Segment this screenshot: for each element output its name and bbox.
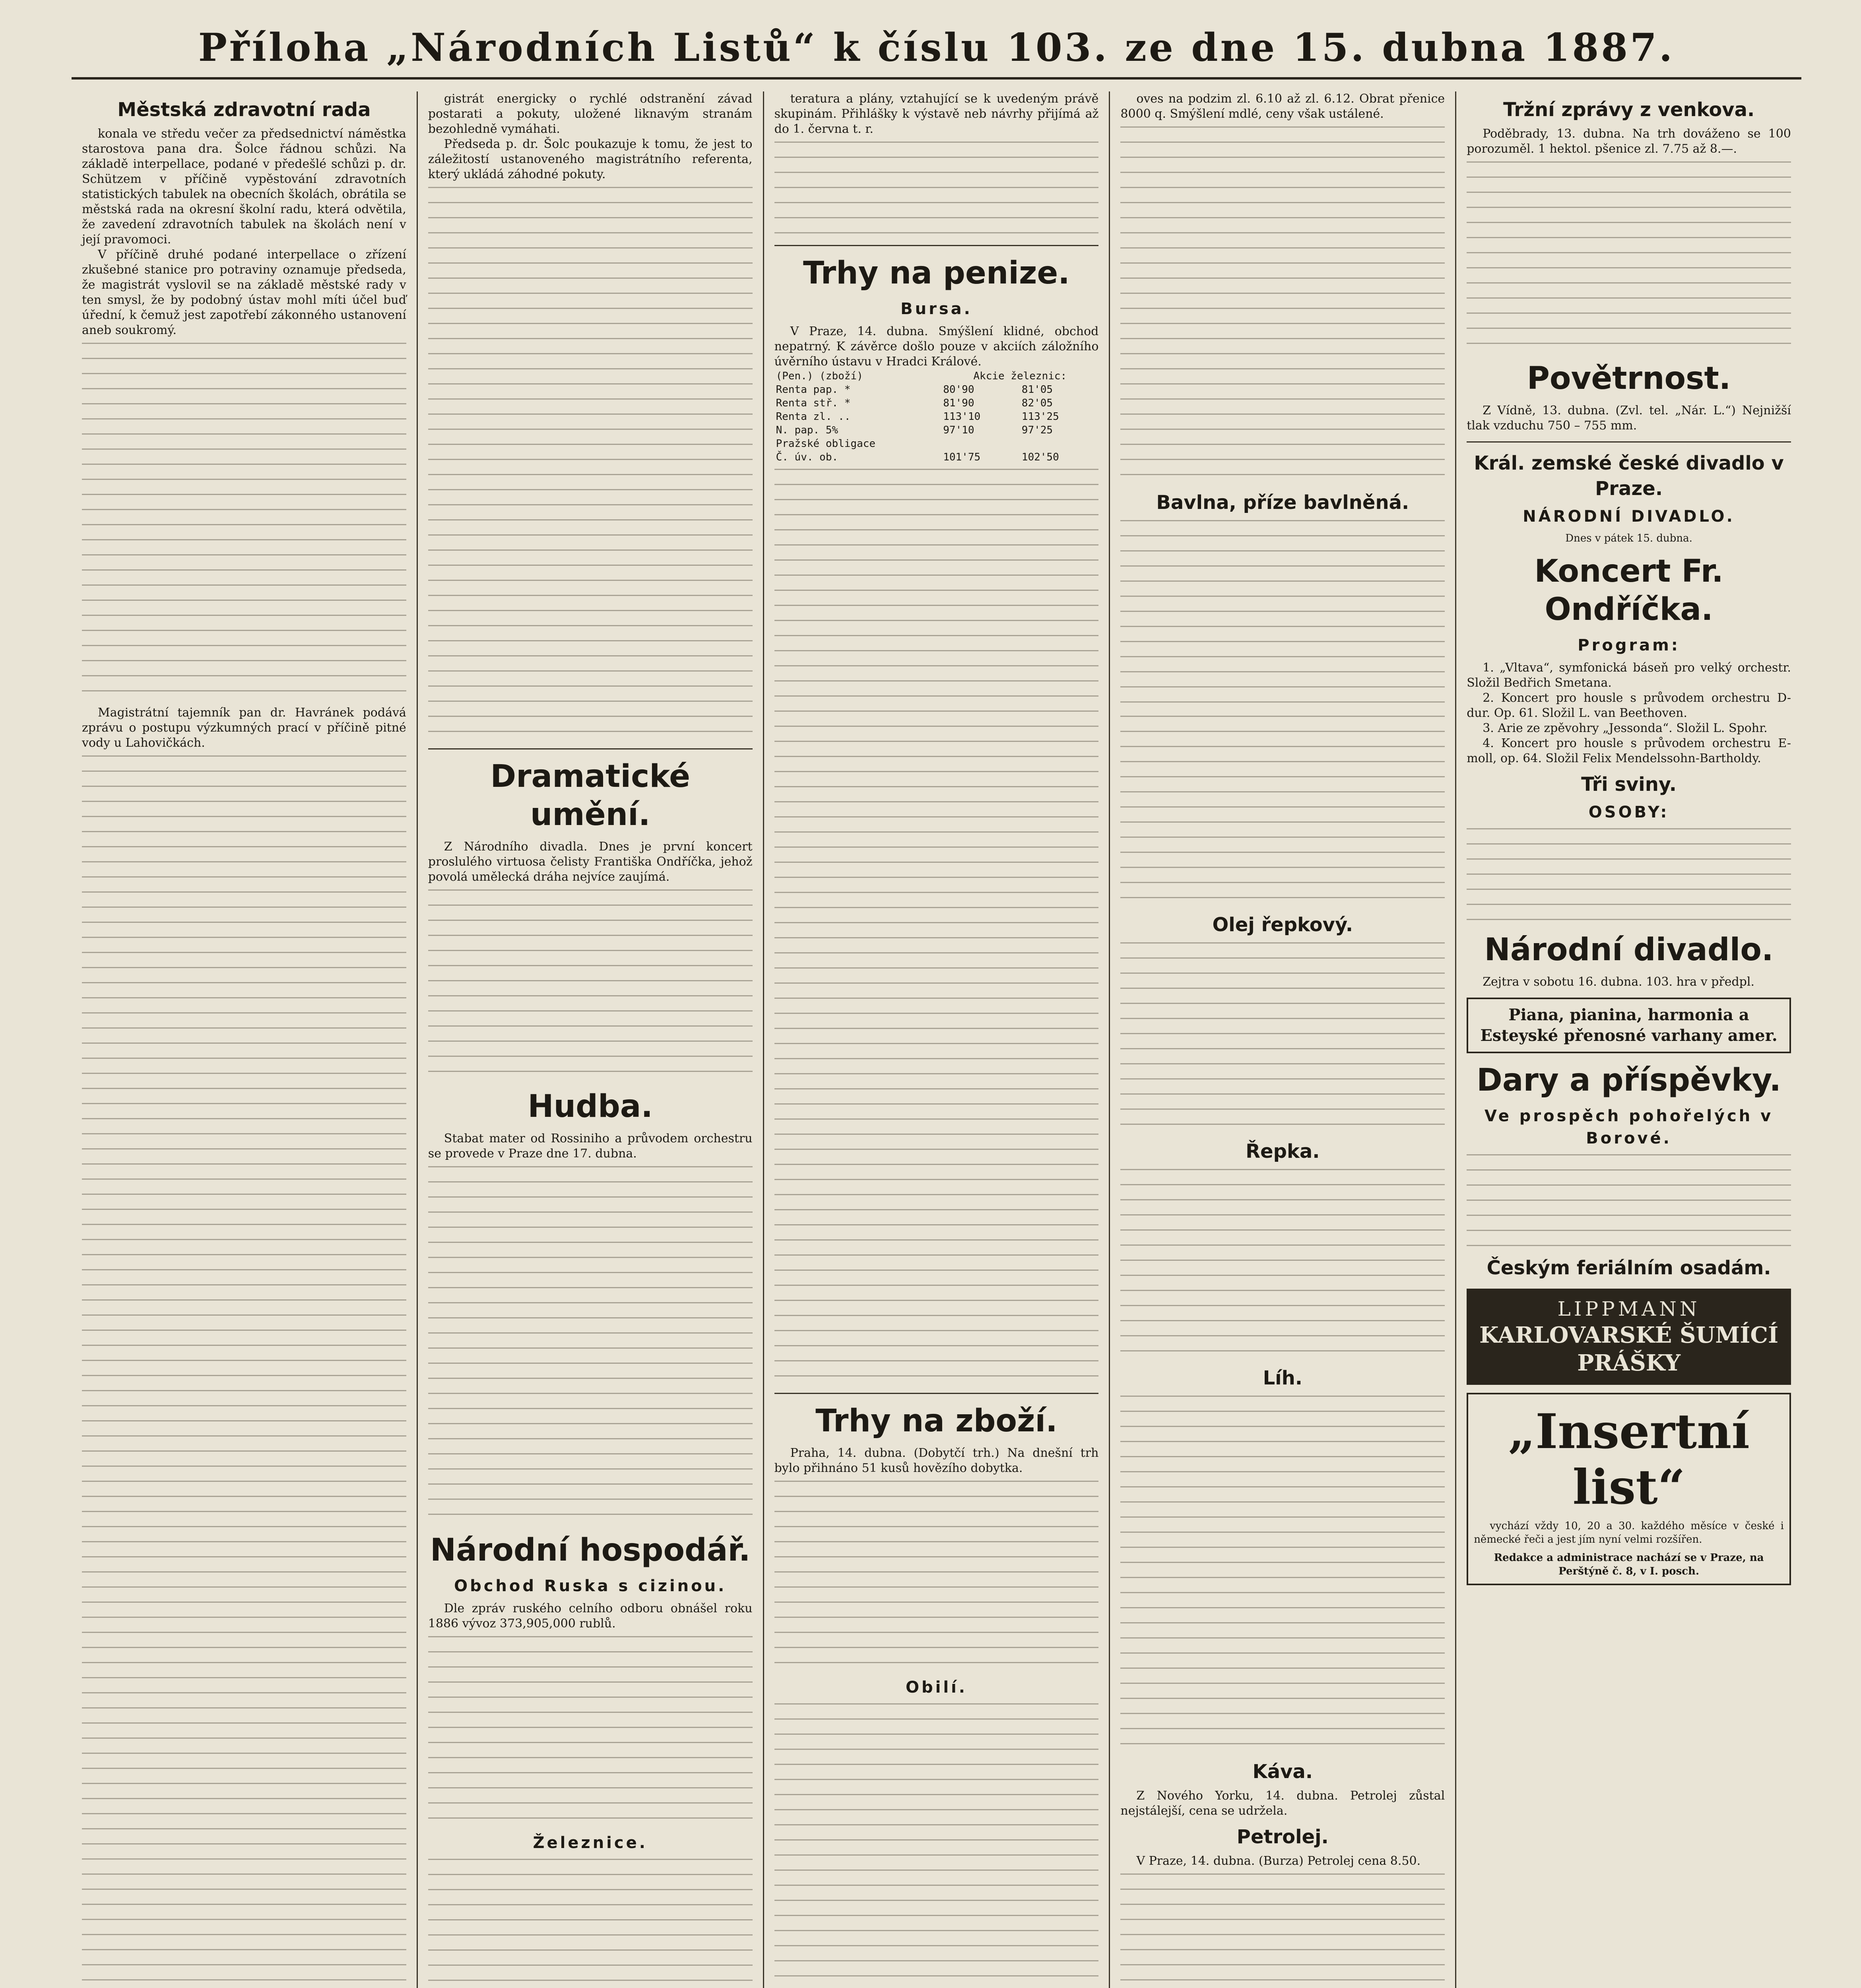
table-row bbox=[774, 396, 1099, 410]
national-theater-title: Národní divadlo. bbox=[1484, 932, 1774, 968]
subheading: Železnice. bbox=[533, 1834, 648, 1852]
text-block bbox=[1467, 1154, 1791, 1250]
subheading: Káva. bbox=[1252, 1761, 1313, 1783]
subheading: Líh. bbox=[1263, 1367, 1303, 1389]
program-item: 1. „Vltava“, symfonická báseň pro velký orchestr. Složil Bedřich Smetana. bbox=[1467, 661, 1791, 690]
text-block bbox=[428, 549, 753, 740]
insertni-address: Redakce a administrace nachází se v Praze, na Perštýně č. 8, v I. posch. bbox=[1494, 1552, 1764, 1577]
lippmann-brand: LIPPMANN bbox=[1557, 1297, 1700, 1320]
text-block bbox=[428, 889, 753, 1080]
insertni-title: „Insertní list“ bbox=[1508, 1404, 1750, 1515]
article-paragraph: konala ve středu večer za předsednictví náměstka starostova pana dra. Šolce řádnou schůzi. Na základě interpellace, podané v předešlé schůzi p. dr. Schützem v příčině vypěstování zdravotních statistických tabulek na obecních školách, obrátila se městská rada na okresní školní radu, která odvětila, že zavedení zdravotních tabulek na školách není v její pravomoci. bbox=[82, 127, 406, 247]
column-3 bbox=[764, 91, 1110, 1988]
text-block bbox=[1120, 1396, 1445, 1753]
article-paragraph: Magistrátní tajemník pan dr. Havránek podává zprávu o postupu výzkumných prací v příčině pitné vody u Lahovičkách. bbox=[82, 706, 406, 750]
table-cell: N. pap. 5% bbox=[776, 424, 838, 436]
text-block bbox=[1120, 1169, 1445, 1360]
subheading-obili: Obilí. bbox=[906, 1678, 967, 1697]
table-cell: Renta pap. * bbox=[776, 384, 851, 396]
lippmann-title: KARLOVARSKÉ ŠUMÍCÍ PRÁŠKY bbox=[1479, 1322, 1779, 1376]
divider bbox=[774, 1393, 1099, 1394]
theater-subtitle: NÁRODNÍ DIVADLO. bbox=[1523, 507, 1735, 526]
subheading: Bavlna, příze bavlněná. bbox=[1156, 491, 1409, 514]
table-row bbox=[774, 437, 1099, 450]
table-cell: 81'05 bbox=[1021, 384, 1053, 396]
lippmann-advertisement bbox=[1467, 1289, 1791, 1385]
section-heading-trhy-na-zbozi: Trhy na zboží. bbox=[815, 1403, 1058, 1439]
article-paragraph: Dle zpráv ruského celního odboru obnášel roku 1886 vývoz 373,905,000 rublů. bbox=[428, 1602, 753, 1631]
article-paragraph: Předseda p. dr. Šolc poukazuje k tomu, že jest to záležitostí ustanoveného magistrátního referenta, který ukládá záhodné pokuty. bbox=[428, 137, 753, 181]
article-paragraph: Z Národního divadla. Dnes je první koncert proslulého virtuosa čelisty Františka Ondříčka, jehož povolá umělecká dráha nejvíce zaujímá. bbox=[428, 840, 753, 884]
column-5 bbox=[1456, 91, 1801, 1988]
table-cell: 97'25 bbox=[1021, 424, 1053, 436]
text-block bbox=[1120, 1873, 1445, 1988]
table-cell: 97'10 bbox=[943, 424, 974, 436]
text-block bbox=[428, 1636, 753, 1827]
text-block bbox=[774, 1703, 1099, 1988]
text-block bbox=[428, 1166, 753, 1524]
subheading: Petrolej. bbox=[1236, 1826, 1329, 1848]
article-paragraph: Z Nového Yorku, 14. dubna. Petrolej zůstal nejstálejší, cena se udržela. bbox=[1120, 1789, 1445, 1818]
donations-subtitle: Ve prospěch pohořelých v Borové. bbox=[1484, 1107, 1774, 1147]
article-paragraph: Poděbrady, 13. dubna. Na trh dováženo se 100 porozuměl. 1 hektol. pšenice zl. 7.75 až 8.—. bbox=[1467, 127, 1791, 156]
table-cell: 81'90 bbox=[943, 397, 974, 409]
text-block bbox=[774, 831, 1099, 1189]
section-heading-narodni-hospodar: Národní hospodář. bbox=[430, 1532, 751, 1568]
text-block bbox=[1467, 828, 1791, 924]
text-block bbox=[774, 1481, 1099, 1672]
text-block bbox=[428, 1859, 753, 1988]
bursa-table bbox=[774, 369, 1099, 464]
piano-ad-text: Piana, pianina, harmonia a Esteyské přenosné varhany amer. bbox=[1480, 1006, 1778, 1045]
column-1 bbox=[72, 91, 418, 1988]
article-paragraph: V příčině druhé podané interpellace o zřízení zkušebné stanice pro potraviny oznamuje předseda, že magistrát vyslovil se na základě městské rady v ten smysl, že by podobný ústav mohl míti účel buď úřední, k čemuž jest zapotřebí zákonného ustanovení aneb soukromý. bbox=[82, 248, 406, 337]
insertni-text: vychází vždy 10, 20 a 30. každého měsíce v české i německé řeči a jest jím nyní velmi rozšířen. bbox=[1474, 1520, 1784, 1545]
article-heading-zdravotni-rada: Městská zdravotní rada bbox=[117, 99, 371, 121]
concert-title: Koncert Fr. Ondříčka. bbox=[1534, 553, 1723, 627]
divider bbox=[428, 748, 753, 749]
table-cell: 113'25 bbox=[1021, 411, 1059, 423]
text-block bbox=[1120, 126, 1445, 484]
table-row bbox=[774, 450, 1099, 464]
divider bbox=[1467, 441, 1791, 443]
text-block bbox=[428, 187, 753, 545]
table-cell: 82'05 bbox=[1021, 397, 1053, 409]
cast-label: OSOBY: bbox=[1588, 803, 1669, 821]
table-cell bbox=[1020, 437, 1099, 450]
text-block bbox=[1467, 161, 1791, 352]
theater-title: Král. zemské české divadlo v Praze. bbox=[1474, 452, 1784, 500]
insertni-list-advertisement bbox=[1467, 1393, 1791, 1585]
table-header-row bbox=[774, 369, 1099, 383]
text-block bbox=[774, 469, 1099, 827]
table-row bbox=[774, 423, 1099, 437]
table-cell: Pražské obligace bbox=[776, 438, 876, 450]
article-paragraph: Stabat mater od Rossiniho a průvodem orchestru se provede v Praze dne 17. dubna. bbox=[428, 1132, 753, 1161]
donations-title: Dary a příspěvky. bbox=[1477, 1062, 1781, 1098]
table-cell: 80'90 bbox=[943, 384, 974, 396]
column-4 bbox=[1110, 91, 1456, 1988]
text-block bbox=[1120, 942, 1445, 1133]
table-header: (Pen.) (zboží) bbox=[776, 370, 863, 382]
section-heading-povetrnost: Povětrnost. bbox=[1527, 361, 1731, 396]
table-cell: Č. úv. ob. bbox=[776, 451, 838, 463]
article-paragraph: Z Vídně, 13. dubna. (Zvl. tel. „Nár. L.“) Nejnižší tlak vzduchu 750 – 755 mm. bbox=[1467, 404, 1791, 433]
article-paragraph: oves na podzim zl. 6.10 až zl. 6.12. Obrat přenice 8000 q. Smýšlení mdlé, ceny však ustálené. bbox=[1120, 92, 1445, 121]
subheading: Olej řepkový. bbox=[1212, 914, 1353, 936]
table-cell: Renta stř. * bbox=[776, 397, 851, 409]
columns bbox=[72, 91, 1801, 1988]
camp-title: Českým feriálním osadám. bbox=[1486, 1257, 1771, 1279]
text-block bbox=[82, 1843, 406, 1988]
program-item: 4. Koncert pro housle s průvodem orchestru E-moll, op. 64. Složil Felix Mendelssohn-Bartholdy. bbox=[1467, 736, 1791, 765]
text-block bbox=[774, 142, 1099, 237]
piano-advertisement bbox=[1467, 998, 1791, 1053]
table-cell: 101'75 bbox=[943, 451, 981, 463]
table-row bbox=[774, 383, 1099, 396]
text-block bbox=[82, 1481, 406, 1839]
table-cell: Renta zl. .. bbox=[776, 411, 851, 423]
text-block bbox=[1120, 520, 1445, 711]
text-block bbox=[774, 1194, 1099, 1385]
text-block bbox=[1120, 716, 1445, 907]
divider bbox=[774, 245, 1099, 246]
program-item: 2. Koncert pro housle s průvodem orchestru D-dur. Op. 61. Složil L. van Beethoven. bbox=[1467, 691, 1791, 720]
table-cell: 113'10 bbox=[943, 411, 981, 423]
article-paragraph: Zejtra v sobotu 16. dubna. 103. hra v předpl. bbox=[1483, 975, 1755, 989]
date-line: Dnes v pátek 15. dubna. bbox=[1565, 532, 1692, 544]
program-item: 3. Arie ze zpěvohry „Jessonda“. Složil L. Spohr. bbox=[1483, 721, 1768, 735]
table-cell: 102'50 bbox=[1021, 451, 1059, 463]
article-paragraph: V Praze, 14. dubna. (Burza) Petrolej cena 8.50. bbox=[1136, 1854, 1421, 1868]
section-heading-hudba: Hudba. bbox=[528, 1089, 653, 1124]
subheading-bursa: Bursa. bbox=[900, 300, 972, 318]
subheading: Obchod Ruska s cizinou. bbox=[454, 1577, 727, 1595]
table-row bbox=[774, 410, 1099, 423]
article-paragraph: Praha, 14. dubna. (Dobytčí trh.) Na dnešní trh bylo přihnáno 51 kusů hovězího dobytka. bbox=[774, 1446, 1099, 1475]
article-paragraph: V Praze, 14. dubna. Smýšlení klidné, obchod nepatrný. K závěrce došlo pouze v akciích záložního úvěrního ústavu v Hradci Králové. bbox=[774, 324, 1099, 369]
play-title: Tři sviny. bbox=[1581, 773, 1677, 796]
section-heading-trhy-na-penize: Trhy na penize. bbox=[803, 255, 1070, 291]
subheading: Řepka. bbox=[1246, 1140, 1320, 1163]
column-2 bbox=[418, 91, 764, 1988]
text-block bbox=[82, 343, 406, 701]
table-cell bbox=[941, 437, 1020, 450]
article-paragraph: teratura a plány, vztahující se k uvedeným právě skupinám. Přihlášky k výstavě neb návrhy přijímá až do 1. června t. r. bbox=[774, 92, 1099, 136]
program-label: Program: bbox=[1578, 636, 1680, 654]
section-heading-trzni-zpravy: Tržní zprávy z venkova. bbox=[1503, 99, 1755, 121]
section-heading-dramaticke-umeni: Dramatické umění. bbox=[490, 759, 691, 833]
text-block bbox=[82, 755, 406, 1113]
table-header: Akcie železnic: bbox=[973, 370, 1067, 382]
masthead-title: Příloha „Národních Listů“ k číslu 103. ze dne 15. dubna 1887. bbox=[72, 16, 1801, 80]
text-block bbox=[82, 1118, 406, 1476]
article-paragraph: gistrát energicky o rychlé odstranění závad postarati a pokuty, uložené liknavým stranám bezohledně vymáhati. bbox=[428, 92, 753, 136]
